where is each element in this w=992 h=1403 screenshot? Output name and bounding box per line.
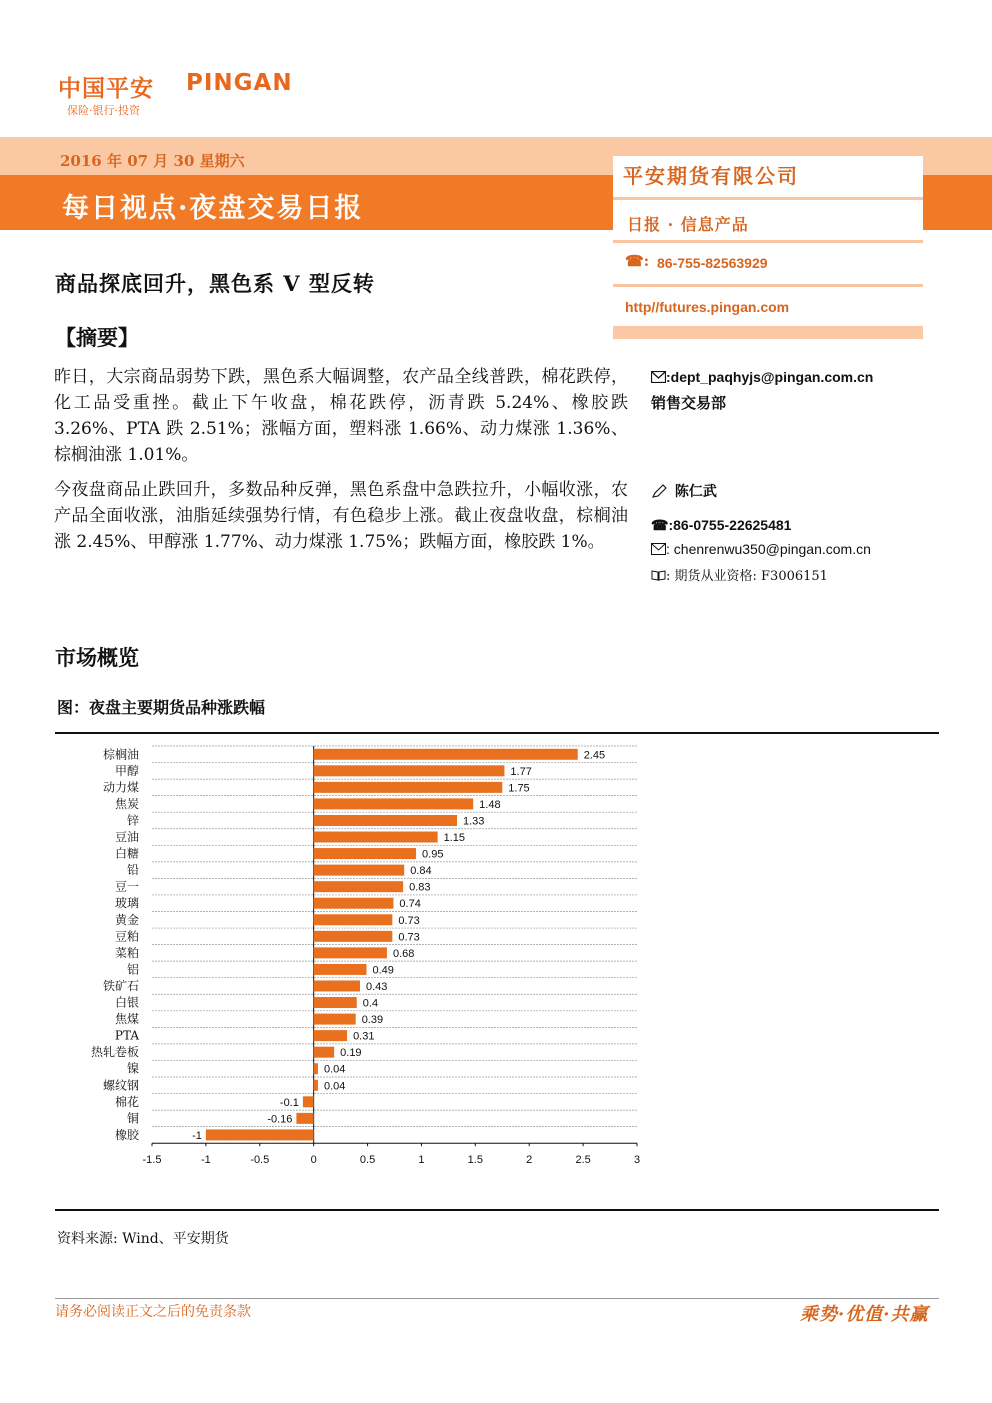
category-label: 白糖	[114, 846, 139, 861]
value-label: 0.31	[353, 1030, 375, 1043]
bar	[314, 782, 503, 793]
category-label: 棕榈油	[102, 747, 139, 762]
value-label: 1.33	[463, 815, 485, 828]
pen-icon	[651, 484, 667, 498]
dept-email[interactable]: :dept_paqhyjs@pingan.com.cn	[666, 369, 874, 385]
chart-caption: 图：夜盘主要期货品种涨跌幅	[57, 698, 266, 717]
bar	[314, 815, 457, 826]
bar	[314, 865, 405, 876]
bar	[314, 1030, 347, 1041]
category-label: 玻璃	[114, 896, 139, 911]
company-logo	[58, 70, 318, 120]
category-label: 甲醇	[114, 763, 139, 778]
category-label: 动力煤	[102, 780, 139, 795]
x-tick-label: -0.5	[250, 1154, 270, 1167]
company-phone: 86-755-82563929	[657, 255, 768, 271]
analyst-row	[651, 481, 717, 501]
chart-bottom-rule	[55, 1209, 939, 1211]
category-label: 焦煤	[114, 1012, 139, 1027]
value-label: 0.39	[361, 1014, 384, 1027]
envelope-icon	[651, 543, 666, 555]
value-label: 1.77	[510, 765, 532, 778]
value-label: 1.15	[443, 832, 466, 845]
bar	[314, 964, 367, 975]
card-bottom-band	[613, 326, 923, 339]
value-label: 0.4	[362, 997, 379, 1010]
summary-paragraph-2: 今夜盘商品止跌回升，多数品种反弹，黑色系盘中急跌拉升，小幅收涨，农产品全面收涨，油脂延续强势行情，有色稳步上涨。截止夜盘收盘，棕榈油涨 2.45%、甲醇涨 1.77%、动力煤涨 1.75%；跌幅方面，橡胶跌 1%。	[54, 480, 628, 552]
dept-email-row	[651, 369, 873, 385]
dept-name: 销售交易部	[651, 394, 727, 412]
summary-heading: 【摘要】	[55, 325, 139, 350]
disclaimer-link[interactable]: 请务必阅读正文之后的免责条款	[55, 1304, 251, 1320]
category-label: 豆粕	[114, 929, 139, 944]
chart-xticks	[143, 1143, 641, 1166]
bar	[314, 931, 393, 942]
logo-tagline: 保险·银行·投资	[67, 104, 140, 117]
category-label: 豆一	[114, 879, 139, 894]
value-label: -1	[192, 1129, 202, 1142]
bar	[314, 832, 438, 843]
value-label: 0.95	[422, 848, 444, 861]
category-label: 铅	[126, 863, 139, 878]
analyst-email-row	[651, 541, 871, 557]
book-icon	[651, 569, 666, 581]
x-tick-label: 2.5	[575, 1154, 591, 1167]
bar	[303, 1096, 314, 1107]
bar	[314, 898, 394, 909]
x-tick-label: 0	[310, 1154, 317, 1167]
x-tick-label: 1	[418, 1154, 425, 1167]
x-tick-label: 0.5	[359, 1154, 376, 1167]
value-label: 0.73	[398, 914, 420, 927]
phone-icon: ☎	[651, 517, 669, 533]
category-label: 螺纹钢	[102, 1078, 139, 1093]
value-label: 2.45	[583, 749, 606, 762]
category-label: 豆油	[114, 830, 139, 845]
value-label: 0.84	[410, 865, 432, 878]
company-info-card	[613, 156, 923, 346]
analyst-phone: :86-0755-22625481	[668, 517, 792, 533]
summary-paragraph-1: 昨日，大宗商品弱势下跌，黑色系大幅调整，农产品全线普跌，棉花跌停，化工品受重挫。截止下午收盘，棉花跌停，沥青跌 5.24%、橡胶跌 3.26%、PTA 跌 2.51%；涨幅方面，塑料涨 1.66%、动力煤涨 1.36%、棕榈油涨 1.01%。	[54, 367, 628, 465]
bar	[314, 997, 357, 1008]
category-label: 铁矿石	[102, 978, 139, 993]
value-label: 0.49	[372, 964, 394, 977]
analyst-phone-row	[651, 517, 791, 534]
value-label: 0.19	[340, 1047, 362, 1060]
category-label: PTA	[114, 1028, 139, 1043]
x-tick-label: -1	[200, 1154, 211, 1167]
category-label: 菜粕	[114, 945, 139, 960]
analyst-email[interactable]: : chenrenwu350@pingan.com.cn	[666, 541, 871, 557]
bar-chart	[55, 736, 655, 1176]
chart-top-rule	[55, 732, 939, 734]
category-label: 棉花	[114, 1094, 139, 1109]
category-label: 黄金	[114, 912, 139, 927]
bar	[314, 980, 360, 991]
value-label: -0.16	[267, 1113, 293, 1126]
envelope-icon	[651, 371, 666, 383]
market-heading: 市场概览	[55, 645, 139, 670]
bar	[314, 798, 474, 809]
category-label: 铝	[126, 962, 139, 977]
value-label: 0.43	[366, 980, 388, 993]
x-tick-label: -1.5	[142, 1154, 162, 1167]
headline: 商品探底回升，黑色系 V 型反转	[55, 271, 375, 296]
qualification-row	[651, 565, 828, 584]
bar	[314, 1047, 334, 1058]
logo-cn-text: 中国平安	[58, 76, 154, 102]
data-source: 资料来源: Wind、平安期货	[57, 1231, 229, 1247]
value-label: 1.75	[508, 782, 530, 795]
category-label: 镍	[126, 1061, 139, 1076]
card-divider	[613, 240, 923, 243]
card-divider	[613, 197, 923, 200]
category-label: 焦炭	[114, 796, 139, 811]
logo-en-text: PINGAN	[186, 70, 293, 96]
x-tick-label: 2	[526, 1154, 533, 1167]
category-label: 铜	[126, 1111, 139, 1126]
bar	[296, 1113, 313, 1124]
bar	[314, 848, 416, 859]
report-date: 2016 年 07 月 30 星期六	[60, 152, 245, 170]
bar	[206, 1129, 314, 1140]
value-label: 0.74	[399, 898, 421, 911]
value-label: -0.1	[279, 1096, 299, 1109]
value-label: 0.73	[398, 931, 420, 944]
value-label: 0.04	[323, 1063, 346, 1076]
x-tick-label: 1.5	[467, 1154, 483, 1167]
qualification: : 期货从业资格: F3006151	[666, 569, 828, 584]
category-label: 橡胶	[114, 1127, 139, 1142]
value-label: 1.48	[479, 798, 501, 811]
footer-rule	[55, 1298, 939, 1299]
bar	[314, 1080, 318, 1091]
bar	[314, 947, 387, 958]
bar	[314, 1063, 318, 1074]
report-title: 每日视点·夜盘交易日报	[62, 193, 364, 224]
company-website[interactable]: http//futures.pingan.com	[625, 299, 790, 315]
value-label: 0.83	[409, 881, 431, 894]
bar	[314, 881, 403, 892]
x-tick-label: 3	[633, 1154, 641, 1167]
card-divider	[613, 284, 923, 287]
product-type: 日报 · 信息产品	[627, 215, 749, 234]
phone-icon: ☎:	[625, 252, 650, 270]
value-label: 0.68	[392, 947, 415, 960]
analyst-name: 陈仁武	[674, 484, 717, 500]
bar	[314, 1014, 356, 1025]
bar	[314, 765, 505, 776]
category-label: 锌	[126, 813, 139, 828]
bar	[314, 914, 393, 925]
category-label: 热轧卷板	[90, 1045, 139, 1060]
company-name: 平安期货有限公司	[623, 164, 799, 188]
slogan: 乘势·优值·共赢	[800, 1304, 929, 1325]
category-label: 白银	[114, 995, 139, 1010]
value-label: 0.04	[323, 1080, 346, 1093]
bar	[314, 749, 578, 760]
